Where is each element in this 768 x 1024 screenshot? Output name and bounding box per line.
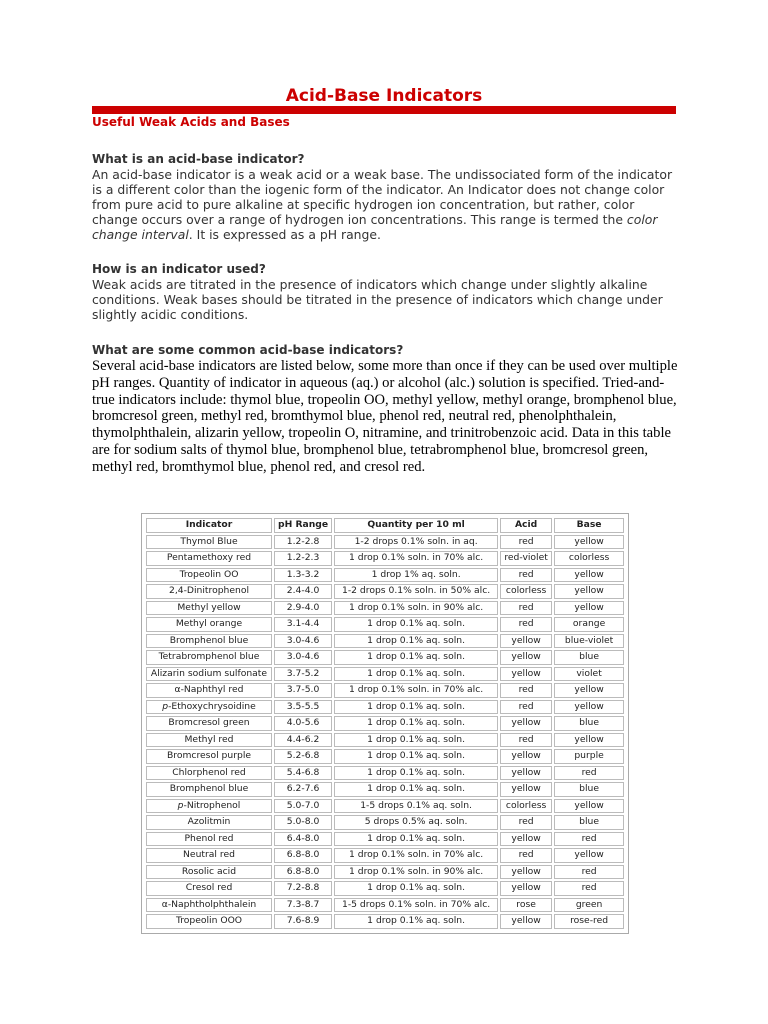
indicator-table-container <box>141 513 629 934</box>
table-cell: red <box>500 848 552 863</box>
table-row <box>146 568 624 583</box>
table-cell: orange <box>554 617 624 632</box>
table-cell: yellow <box>554 700 624 715</box>
section-text-part: An acid-base indicator is a weak acid or a weak base. The undissociated form of the indicator is a different color than the iogenic form of the indicator. An Indicator does not change color from pure acid to pure alkaline at specific hydrogen ion concentration, but rather, color change occurs over a range of hydrogen ion concentrations. This range is termed the <box>92 167 673 227</box>
table-cell: Rosolic acid <box>146 865 272 880</box>
table-row <box>146 881 624 896</box>
table-row <box>146 733 624 748</box>
table-cell: 1.2-2.3 <box>274 551 332 566</box>
table-cell: Bromcresol purple <box>146 749 272 764</box>
table-cell: 1 drop 0.1% aq. soln. <box>334 766 498 781</box>
table-cell: 1 drop 0.1% aq. soln. <box>334 914 498 929</box>
column-header: pH Range <box>274 518 332 533</box>
table-cell: α-Naphtholphthalein <box>146 898 272 913</box>
table-cell: 5.0-8.0 <box>274 815 332 830</box>
table-cell: Methyl orange <box>146 617 272 632</box>
title-rule <box>92 106 676 114</box>
table-row <box>146 700 624 715</box>
table-cell: Methyl red <box>146 733 272 748</box>
table-cell: Bromphenol blue <box>146 634 272 649</box>
table-cell: Neutral red <box>146 848 272 863</box>
table-cell: 1 drop 0.1% aq. soln. <box>334 634 498 649</box>
table-cell: 1-5 drops 0.1% soln. in 70% alc. <box>334 898 498 913</box>
table-cell: Tropeolin OO <box>146 568 272 583</box>
table-cell: 1 drop 0.1% aq. soln. <box>334 667 498 682</box>
table-cell: 1 drop 0.1% aq. soln. <box>334 881 498 896</box>
table-cell: 3.5-5.5 <box>274 700 332 715</box>
section-heading: What is an acid-base indicator? <box>92 152 305 166</box>
table-cell: colorless <box>554 551 624 566</box>
table-cell: Azolitmin <box>146 815 272 830</box>
table-cell: Tropeolin OOO <box>146 914 272 929</box>
table-row <box>146 650 624 665</box>
section-text: Several acid-base indicators are listed below, some more than once if they can be used over multiple pH ranges. Quantity of indicator in aqueous (aq.) or alcohol (alc.) solution is specified. Tried-and-true indicators include: thymol blue, tropeolin OO, methyl yellow, methyl orange, bromphenol blue, bromcresol green, methyl red, bromthymol blue, phenol red, neutral red, phenolphthalein, thymolphthalein, alizarin yellow, tropeolin O, nitramine, and trinitrobenzoic acid. Data in this table are for sodium salts of thymol blue, bromphenol blue, tetrabromphenol blue, bromcresol green, methyl red, bromthymol blue, phenol red, and cresol red. <box>92 358 678 475</box>
table-cell: yellow <box>500 766 552 781</box>
table-row <box>146 667 624 682</box>
subtitle: Useful Weak Acids and Bases <box>92 115 290 129</box>
table-cell: yellow <box>500 865 552 880</box>
table-cell: yellow <box>500 782 552 797</box>
table-cell: yellow <box>500 716 552 731</box>
table-cell: red <box>500 733 552 748</box>
table-cell: 3.1-4.4 <box>274 617 332 632</box>
table-cell: yellow <box>500 881 552 896</box>
table-cell: yellow <box>500 667 552 682</box>
table-row <box>146 865 624 880</box>
table-row <box>146 898 624 913</box>
table-cell: Methyl yellow <box>146 601 272 616</box>
table-cell: rose <box>500 898 552 913</box>
page-title: Acid-Base Indicators <box>285 86 483 106</box>
table-cell: 1 drop 1% aq. soln. <box>334 568 498 583</box>
table-cell: blue <box>554 650 624 665</box>
table-row <box>146 551 624 566</box>
section-heading: How is an indicator used? <box>92 262 266 276</box>
table-cell: 6.8-8.0 <box>274 865 332 880</box>
table-cell: yellow <box>554 601 624 616</box>
table-cell: red <box>500 815 552 830</box>
table-row <box>146 634 624 649</box>
para-prefix: p <box>177 799 184 811</box>
table-cell: p-Ethoxychrysoidine <box>146 700 272 715</box>
table-cell: 3.0-4.6 <box>274 634 332 649</box>
table-row <box>146 749 624 764</box>
table-cell: 4.4-6.2 <box>274 733 332 748</box>
table-cell: 7.6-8.9 <box>274 914 332 929</box>
table-cell: yellow <box>554 683 624 698</box>
table-cell: Tetrabromphenol blue <box>146 650 272 665</box>
table-cell: 4.0-5.6 <box>274 716 332 731</box>
table-cell: green <box>554 898 624 913</box>
table-cell: blue <box>554 815 624 830</box>
table-cell: rose-red <box>554 914 624 929</box>
section-text-emphasis: color change interval <box>92 212 658 242</box>
table-cell: colorless <box>500 584 552 599</box>
table-row <box>146 716 624 731</box>
table-cell: 1-5 drops 0.1% aq. soln. <box>334 799 498 814</box>
table-cell: 5 drops 0.5% aq. soln. <box>334 815 498 830</box>
table-cell: 7.3-8.7 <box>274 898 332 913</box>
table-cell: yellow <box>500 914 552 929</box>
table-cell: yellow <box>554 733 624 748</box>
table-cell: Alizarin sodium sulfonate <box>146 667 272 682</box>
table-row <box>146 914 624 929</box>
table-cell: Phenol red <box>146 832 272 847</box>
section-text-part: . It is expressed as a pH range. <box>188 227 381 242</box>
table-cell: 1 drop 0.1% aq. soln. <box>334 749 498 764</box>
table-cell: Thymol Blue <box>146 535 272 550</box>
table-header-row <box>146 518 624 533</box>
table-cell: 1 drop 0.1% aq. soln. <box>334 700 498 715</box>
table-cell: colorless <box>500 799 552 814</box>
table-row <box>146 601 624 616</box>
section-text <box>92 167 682 242</box>
table-cell: 2.4-4.0 <box>274 584 332 599</box>
table-cell: 2.9-4.0 <box>274 601 332 616</box>
table-cell: 2,4-Dinitrophenol <box>146 584 272 599</box>
table-cell: blue-violet <box>554 634 624 649</box>
table-cell: Bromphenol blue <box>146 782 272 797</box>
table-cell: 1 drop 0.1% soln. in 90% alc. <box>334 865 498 880</box>
table-cell: blue <box>554 782 624 797</box>
table-row <box>146 584 624 599</box>
table-cell: red <box>500 568 552 583</box>
table-cell: red <box>500 683 552 698</box>
table-cell: 1 drop 0.1% aq. soln. <box>334 650 498 665</box>
table-cell: 6.2-7.6 <box>274 782 332 797</box>
table-cell: red <box>554 865 624 880</box>
table-row <box>146 848 624 863</box>
table-cell: red-violet <box>500 551 552 566</box>
table-cell: red <box>554 766 624 781</box>
table-cell: red <box>500 535 552 550</box>
table-row <box>146 617 624 632</box>
table-cell: red <box>500 700 552 715</box>
section-heading: What are some common acid-base indicators? <box>92 343 404 357</box>
table-cell: 1 drop 0.1% soln. in 70% alc. <box>334 848 498 863</box>
table-cell: Pentamethoxy red <box>146 551 272 566</box>
column-header: Quantity per 10 ml <box>334 518 498 533</box>
table-cell: purple <box>554 749 624 764</box>
column-header: Base <box>554 518 624 533</box>
section-how-used <box>92 262 682 322</box>
table-cell: 1 drop 0.1% aq. soln. <box>334 733 498 748</box>
table-cell: 6.4-8.0 <box>274 832 332 847</box>
table-row <box>146 683 624 698</box>
table-cell: Cresol red <box>146 881 272 896</box>
table-cell: 5.0-7.0 <box>274 799 332 814</box>
table-row <box>146 799 624 814</box>
section-common-indicators <box>92 343 682 476</box>
table-cell: yellow <box>554 584 624 599</box>
table-cell: 1 drop 0.1% aq. soln. <box>334 617 498 632</box>
table-cell: 1-2 drops 0.1% soln. in 50% alc. <box>334 584 498 599</box>
section-what-is-indicator <box>92 152 682 242</box>
table-cell: 1.2-2.8 <box>274 535 332 550</box>
table-cell: 5.4-6.8 <box>274 766 332 781</box>
table-cell: red <box>500 617 552 632</box>
table-cell: red <box>554 881 624 896</box>
table-cell: yellow <box>500 749 552 764</box>
table-cell: 3.0-4.6 <box>274 650 332 665</box>
table-cell: yellow <box>554 848 624 863</box>
table-cell: yellow <box>500 650 552 665</box>
table-row <box>146 782 624 797</box>
table-cell: 1-2 drops 0.1% soln. in aq. <box>334 535 498 550</box>
table-cell: 1 drop 0.1% aq. soln. <box>334 782 498 797</box>
table-cell: yellow <box>554 799 624 814</box>
table-cell: Bromcresol green <box>146 716 272 731</box>
table-cell: yellow <box>554 568 624 583</box>
table-body <box>146 535 624 929</box>
section-text: Weak acids are titrated in the presence of indicators which change under slightly alkaline conditions. Weak bases should be titrated in the presence of indicators which change under slightly acidic conditions. <box>92 277 663 322</box>
table-cell: yellow <box>500 832 552 847</box>
table-row <box>146 832 624 847</box>
table-cell: violet <box>554 667 624 682</box>
table-cell: 1 drop 0.1% soln. in 70% alc. <box>334 551 498 566</box>
table-cell: blue <box>554 716 624 731</box>
table-row <box>146 766 624 781</box>
table-cell: p-Nitrophenol <box>146 799 272 814</box>
table-cell: yellow <box>500 634 552 649</box>
table-cell: red <box>554 832 624 847</box>
table-cell: 1 drop 0.1% soln. in 70% alc. <box>334 683 498 698</box>
indicator-table <box>144 516 626 931</box>
table-cell: 5.2-6.8 <box>274 749 332 764</box>
table-cell: red <box>500 601 552 616</box>
column-header: Acid <box>500 518 552 533</box>
table-cell: 6.8-8.0 <box>274 848 332 863</box>
column-header: Indicator <box>146 518 272 533</box>
para-prefix: p <box>162 700 169 712</box>
table-cell: 1 drop 0.1% aq. soln. <box>334 832 498 847</box>
table-cell: 3.7-5.0 <box>274 683 332 698</box>
table-cell: 1.3-3.2 <box>274 568 332 583</box>
table-cell: 1 drop 0.1% aq. soln. <box>334 716 498 731</box>
table-cell: α-Naphthyl red <box>146 683 272 698</box>
table-row <box>146 815 624 830</box>
table-cell: 7.2-8.8 <box>274 881 332 896</box>
table-cell: 1 drop 0.1% soln. in 90% alc. <box>334 601 498 616</box>
table-row <box>146 535 624 550</box>
table-cell: 3.7-5.2 <box>274 667 332 682</box>
table-cell: Chlorphenol red <box>146 766 272 781</box>
table-cell: yellow <box>554 535 624 550</box>
